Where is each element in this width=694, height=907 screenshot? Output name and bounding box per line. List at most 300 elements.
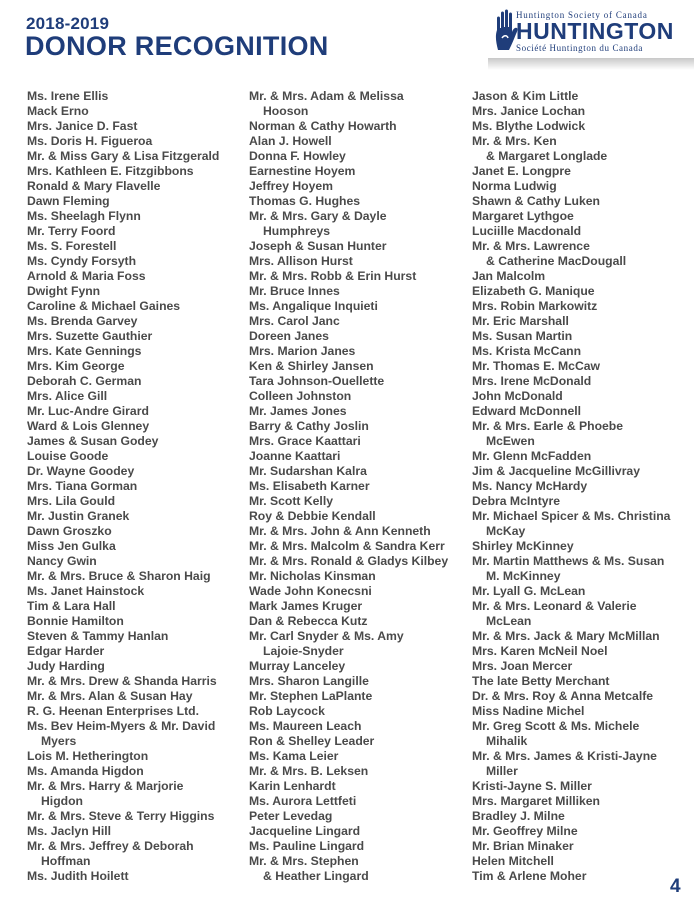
donor-name: Doreen Janes: [249, 329, 329, 343]
donor-name: Mrs. Carol Janc: [249, 314, 340, 328]
donor-entry: [472, 404, 694, 419]
donor-name-continuation: Hoffman: [41, 854, 91, 868]
donor-entry: [472, 644, 694, 659]
donor-name: Ms. Angalique Inquieti: [249, 299, 378, 313]
donor-entry: [472, 464, 694, 479]
donor-entry: [249, 164, 471, 179]
donor-entry: [249, 179, 471, 194]
donor-entry: [249, 299, 471, 314]
huntington-logo: [488, 8, 688, 66]
donor-name: Ms. Aurora Lettfeti: [249, 794, 357, 808]
donor-name: Lois M. Hetherington: [27, 749, 149, 763]
donor-name: Debra McIntyre: [472, 494, 561, 508]
donor-name: Shirley McKinney: [472, 539, 574, 553]
donor-entry: [249, 359, 471, 374]
donor-entry: [27, 764, 249, 779]
donor-entry: [472, 269, 694, 284]
donor-name: Mr. Lyall G. McLean: [472, 584, 586, 598]
donor-entry: [27, 344, 249, 359]
donor-name: Mr. & Mrs. Gary & Dayle: [249, 209, 387, 223]
donor-name: Jan Malcolm: [472, 269, 546, 283]
donor-entry: [27, 659, 249, 674]
page-title: DONOR RECOGNITION: [25, 31, 329, 61]
donor-name: R. G. Heenan Enterprises Ltd.: [27, 704, 200, 718]
donor-entry: [27, 689, 249, 704]
donor-entry: [472, 374, 694, 389]
donor-name: Jeffrey Hoyem: [249, 179, 333, 193]
donor-name: Mrs. Joan Mercer: [472, 659, 573, 673]
donor-entry: [472, 779, 694, 794]
donor-name: Tim & Lara Hall: [27, 599, 116, 613]
donor-entry: [27, 674, 249, 689]
donor-name: Mr. Greg Scott & Ms. Michele: [472, 719, 640, 733]
donor-name-continuation: Higdon: [41, 794, 83, 808]
donor-entry: [249, 239, 471, 254]
donor-name: Jim & Jacqueline McGillivray: [472, 464, 640, 478]
donor-entry: [472, 854, 694, 869]
donor-entry: [472, 224, 694, 239]
donor-name-continuation: Myers: [41, 734, 77, 748]
donor-name: Mrs. Karen McNeil Noel: [472, 644, 608, 658]
donor-entry: [27, 359, 249, 374]
donor-name: Ken & Shirley Jansen: [249, 359, 374, 373]
donor-name: Shawn & Cathy Luken: [472, 194, 600, 208]
donor-entry: [27, 569, 249, 584]
donor-entry: [472, 479, 694, 494]
donor-name-continuation: Hooson: [263, 104, 309, 118]
donor-entry: [472, 689, 694, 704]
donor-name: Mack Erno: [27, 104, 89, 118]
donor-name: Rob Laycock: [249, 704, 325, 718]
donor-entry: [472, 119, 694, 134]
donor-entry: [249, 404, 471, 419]
donor-name: Bonnie Hamilton: [27, 614, 124, 628]
donor-entry: [27, 89, 249, 104]
donor-entry: [27, 104, 249, 119]
donor-name: Judy Harding: [27, 659, 105, 673]
donor-name: Murray Lanceley: [249, 659, 346, 673]
donor-name: Ms. Cyndy Forsyth: [27, 254, 137, 268]
donor-name: Ms. Elisabeth Karner: [249, 479, 370, 493]
donor-name: Ronald & Mary Flavelle: [27, 179, 161, 193]
donor-name: Ms. Judith Hoilett: [27, 869, 129, 883]
donor-name: Ms. Bev Heim-Myers & Mr. David: [27, 719, 216, 733]
donor-name: Ms. Blythe Lodwick: [472, 119, 586, 133]
donor-entry: [472, 509, 694, 539]
donor-name: Mrs. Tiana Gorman: [27, 479, 138, 493]
donor-name: Bradley J. Milne: [472, 809, 565, 823]
donor-name: Mr. & Mrs. Malcolm & Sandra Kerr: [249, 539, 445, 553]
donor-name: Dr. & Mrs. Roy & Anna Metcalfe: [472, 689, 654, 703]
donor-name: Ms. Brenda Garvey: [27, 314, 138, 328]
donor-entry: [249, 734, 471, 749]
donor-name: Dwight Fynn: [27, 284, 101, 298]
donor-name: Mr. & Mrs. Ken: [472, 134, 557, 148]
donor-entry: [27, 299, 249, 314]
donor-name: Mr. Carl Snyder & Ms. Amy: [249, 629, 404, 643]
donor-name: Ms. Maureen Leach: [249, 719, 362, 733]
donor-name: Louise Goode: [27, 449, 109, 463]
donor-entry: [472, 584, 694, 599]
donor-entry: [249, 329, 471, 344]
donor-entry: [472, 749, 694, 779]
donor-name-continuation: Miller: [486, 764, 518, 778]
donor-name: Mr. & Mrs. Jack & Mary McMillan: [472, 629, 660, 643]
donor-name: Helen Mitchell: [472, 854, 554, 868]
donor-entry: [27, 149, 249, 164]
logo-brand-name: HUNTINGTON: [516, 18, 674, 44]
donor-name: Mrs. Grace Kaattari: [249, 434, 361, 448]
donor-entry: [27, 524, 249, 539]
donor-entry: [249, 269, 471, 284]
donor-name: Dan & Rebecca Kutz: [249, 614, 368, 628]
donor-name: Wade John Konecsni: [249, 584, 372, 598]
donor-entry: [249, 749, 471, 764]
donor-entry: [249, 449, 471, 464]
donor-entry: [27, 179, 249, 194]
donor-name: Mr. & Mrs. Leonard & Valerie: [472, 599, 637, 613]
donor-name-continuation: Mihalik: [486, 734, 528, 748]
donor-name: Jacqueline Lingard: [249, 824, 361, 838]
donor-name: Mr. Eric Marshall: [472, 314, 569, 328]
donor-name: Thomas G. Hughes: [249, 194, 361, 208]
donor-entry: [27, 119, 249, 134]
donor-name: Ward & Lois Glenney: [27, 419, 150, 433]
donor-name: Luciille Macdonald: [472, 224, 582, 238]
donor-name: Mr. Brian Minaker: [472, 839, 574, 853]
donor-name: Dawn Groszko: [27, 524, 112, 538]
donor-entry: [27, 269, 249, 284]
donor-entry: [27, 509, 249, 524]
donor-name: Mr. & Mrs. Steve & Terry Higgins: [27, 809, 215, 823]
donor-entry: [27, 374, 249, 389]
donor-entry: [249, 344, 471, 359]
donor-entry: [27, 254, 249, 269]
donor-entry: [27, 464, 249, 479]
donor-name: Peter Levedag: [249, 809, 333, 823]
donor-name: Arnold & Maria Foss: [27, 269, 146, 283]
donor-name: Mr. Scott Kelly: [249, 494, 333, 508]
donor-name: Mr. & Mrs. James & Kristi-Jayne: [472, 749, 657, 763]
donor-entry: [27, 479, 249, 494]
donor-entry: [249, 539, 471, 554]
donor-entry: [27, 539, 249, 554]
donor-entry: [249, 689, 471, 704]
donor-entry: [249, 194, 471, 209]
donor-name: Deborah C. German: [27, 374, 142, 388]
donor-name: Mrs. Lila Gould: [27, 494, 116, 508]
donor-name: Mr. & Mrs. Harry & Marjorie: [27, 779, 184, 793]
donor-name: Ms. Sheelagh Flynn: [27, 209, 141, 223]
donor-name: Mrs. Kathleen E. Fitzgibbons: [27, 164, 194, 178]
donor-name: Mrs. Alice Gill: [27, 389, 108, 403]
donor-entry: [472, 809, 694, 824]
donor-name-continuation: McEwen: [486, 434, 535, 448]
donor-name: Mrs. Kate Gennings: [27, 344, 142, 358]
donor-name-continuation: Humphreys: [263, 224, 331, 238]
donor-name: Elizabeth G. Manique: [472, 284, 595, 298]
donor-name: Donna F. Howley: [249, 149, 346, 163]
donor-entry: [249, 659, 471, 674]
donor-entry: [249, 479, 471, 494]
donor-entry: [249, 434, 471, 449]
donor-entry: [27, 419, 249, 434]
donor-name: Mr. & Mrs. Drew & Shanda Harris: [27, 674, 217, 688]
donor-name-continuation: McLean: [486, 614, 532, 628]
donor-entry: [249, 419, 471, 434]
donor-name: Tara Johnson-Ouellette: [249, 374, 385, 388]
donor-column-1: [27, 89, 249, 884]
donor-entry: [472, 419, 694, 449]
donor-entry: [27, 599, 249, 614]
donor-entry: [472, 869, 694, 884]
donor-name: Mr. & Mrs. Stephen: [249, 854, 359, 868]
donor-entry: [249, 494, 471, 509]
donor-entry: [27, 449, 249, 464]
donor-entry: [27, 629, 249, 644]
donor-entry: [249, 569, 471, 584]
header-year: 2018-2019: [26, 14, 110, 33]
donor-entry: [249, 374, 471, 389]
donor-entry: [249, 464, 471, 479]
donor-entry: [472, 674, 694, 689]
donor-name: Miss Jen Gulka: [27, 539, 116, 553]
donor-name: Joseph & Susan Hunter: [249, 239, 387, 253]
donor-entry: [27, 404, 249, 419]
donor-entry: [472, 239, 694, 269]
donor-entry: [249, 779, 471, 794]
donor-name: Mr. & Mrs. Robb & Erin Hurst: [249, 269, 417, 283]
donor-name: Dawn Fleming: [27, 194, 110, 208]
donor-name: Mrs. Allison Hurst: [249, 254, 353, 268]
donor-entry: [27, 644, 249, 659]
donor-entry: [249, 389, 471, 404]
donor-entry: [472, 449, 694, 464]
donor-name: Ms. Susan Martin: [472, 329, 573, 343]
donor-name: Tim & Arlene Moher: [472, 869, 587, 883]
donor-entry: [249, 134, 471, 149]
donor-name-continuation: McKay: [486, 524, 526, 538]
donor-name: Mr. & Mrs. Jeffrey & Deborah: [27, 839, 194, 853]
donor-name: Ms. Pauline Lingard: [249, 839, 365, 853]
donor-entry: [27, 284, 249, 299]
donor-entry: [472, 314, 694, 329]
donor-name: Dr. Wayne Goodey: [27, 464, 135, 478]
donor-column-3: [472, 89, 694, 884]
donor-name-continuation: M. McKinney: [486, 569, 561, 583]
donor-name: The late Betty Merchant: [472, 674, 610, 688]
donor-name: Mr. Luc-Andre Girard: [27, 404, 149, 418]
donor-entry: [27, 584, 249, 599]
donor-entry: [27, 224, 249, 239]
donor-entry: [27, 164, 249, 179]
donor-name-continuation: Lajoie-Snyder: [263, 644, 344, 658]
donor-name: Mr. & Mrs. Adam & Melissa: [249, 89, 404, 103]
donor-entry: [472, 629, 694, 644]
donor-entry: [27, 389, 249, 404]
donor-entry: [27, 554, 249, 569]
donor-entry: [27, 869, 249, 884]
donor-entry: [249, 854, 471, 884]
donor-name: Mr. James Jones: [249, 404, 347, 418]
donor-name: Mr. Michael Spicer & Ms. Christina: [472, 509, 671, 523]
donor-column-2: [249, 89, 471, 884]
donor-name: Colleen Johnston: [249, 389, 352, 403]
donor-name: Mr. & Mrs. Lawrence: [472, 239, 590, 253]
page-number: 4: [670, 876, 681, 897]
donor-name: Norman & Cathy Howarth: [249, 119, 397, 133]
donor-name-continuation: & Catherine MacDougall: [486, 254, 627, 268]
donor-entry: [27, 494, 249, 509]
donor-name: Mr. & Mrs. Alan & Susan Hay: [27, 689, 193, 703]
donor-entry: [27, 719, 249, 749]
donor-entry: [249, 839, 471, 854]
donor-entry: [27, 749, 249, 764]
donor-entry: [472, 359, 694, 374]
donor-entry: [249, 809, 471, 824]
donor-name: Mrs. Irene McDonald: [472, 374, 592, 388]
donor-entry: [249, 674, 471, 689]
logo-society-french: Société Huntington du Canada: [516, 43, 644, 53]
donor-name: Earnestine Hoyem: [249, 164, 356, 178]
donor-entry: [27, 839, 249, 869]
donor-entry: [249, 629, 471, 659]
logo-society-english: Huntington Society of Canada: [516, 10, 648, 20]
donor-name: Ron & Shelley Leader: [249, 734, 375, 748]
donor-entry: [249, 584, 471, 599]
donor-entry: [472, 134, 694, 164]
donor-entry: [472, 824, 694, 839]
donor-entry: [27, 194, 249, 209]
donor-entry: [249, 149, 471, 164]
donor-entry: [27, 614, 249, 629]
donor-name: Mr. & Mrs. Bruce & Sharon Haig: [27, 569, 211, 583]
donor-entry: [472, 104, 694, 119]
donor-entry: [472, 164, 694, 179]
donor-entry: [27, 239, 249, 254]
donor-entry: [249, 314, 471, 329]
donor-entry: [249, 89, 471, 119]
donor-entry: [472, 794, 694, 809]
donor-name: Kristi-Jayne S. Miller: [472, 779, 592, 793]
donor-entry: [27, 779, 249, 809]
donor-entry: [472, 719, 694, 749]
donor-entry: [249, 614, 471, 629]
donor-entry: [472, 89, 694, 104]
donor-name: Norma Ludwig: [472, 179, 557, 193]
donor-name: Mark James Kruger: [249, 599, 363, 613]
donor-entry: [27, 704, 249, 719]
donor-entry: [472, 839, 694, 854]
donor-name: James & Susan Godey: [27, 434, 159, 448]
donor-entry: [27, 824, 249, 839]
donor-name: Ms. S. Forestell: [27, 239, 117, 253]
donor-name: Ms. Doris H. Figueroa: [27, 134, 153, 148]
donor-entry: [472, 494, 694, 509]
donor-name: Mr. Justin Granek: [27, 509, 130, 523]
donor-name: Mr. & Mrs. John & Ann Kenneth: [249, 524, 431, 538]
donor-name: Barry & Cathy Joslin: [249, 419, 369, 433]
donor-entry: [249, 119, 471, 134]
donor-name: Mr. Glenn McFadden: [472, 449, 592, 463]
donor-name: Mr. Terry Foord: [27, 224, 116, 238]
donor-entry: [249, 524, 471, 539]
donor-name: Mrs. Marion Janes: [249, 344, 356, 358]
donor-name: Mr. & Miss Gary & Lisa Fitzgerald: [27, 149, 220, 163]
donor-name: Caroline & Michael Gaines: [27, 299, 181, 313]
donor-name-continuation: & Heather Lingard: [263, 869, 369, 883]
logo-shadow-bar: [488, 58, 694, 70]
donor-entry: [472, 299, 694, 314]
donor-entry: [472, 659, 694, 674]
donor-entry: [249, 824, 471, 839]
donor-entry: [249, 719, 471, 734]
donor-entry: [249, 554, 471, 569]
donor-entry: [249, 794, 471, 809]
donor-name: Ms. Jaclyn Hill: [27, 824, 111, 838]
donor-entry: [472, 194, 694, 209]
donor-entry: [249, 284, 471, 299]
donor-name: John McDonald: [472, 389, 563, 403]
donor-name: Mr. Thomas E. McCaw: [472, 359, 600, 373]
donor-name: Edgar Harder: [27, 644, 105, 658]
donor-name: Ms. Irene Ellis: [27, 89, 109, 103]
donor-name: Mr. Bruce Innes: [249, 284, 340, 298]
donor-entry: [472, 179, 694, 194]
donor-name-continuation: & Margaret Longlade: [486, 149, 608, 163]
donor-name: Mr. Martin Matthews & Ms. Susan: [472, 554, 665, 568]
donor-entry: [472, 209, 694, 224]
donor-entry: [472, 284, 694, 299]
donor-entry: [249, 509, 471, 524]
donor-name: Jason & Kim Little: [472, 89, 579, 103]
donor-entry: [27, 434, 249, 449]
donor-name: Alan J. Howell: [249, 134, 332, 148]
donor-name: Ms. Kama Leier: [249, 749, 339, 763]
donor-name: Miss Nadine Michel: [472, 704, 585, 718]
donor-entry: [472, 599, 694, 629]
donor-name: Mrs. Janice D. Fast: [27, 119, 138, 133]
donor-name: Mr. Stephen LaPlante: [249, 689, 373, 703]
donor-name: Mr. & Mrs. Ronald & Gladys Kilbey: [249, 554, 449, 568]
donor-entry: [27, 134, 249, 149]
donor-entry: [249, 764, 471, 779]
donor-name: Mr. Nicholas Kinsman: [249, 569, 376, 583]
donor-name: Mr. & Mrs. B. Leksen: [249, 764, 369, 778]
donor-name: Mrs. Suzette Gauthier: [27, 329, 153, 343]
donor-entry: [472, 329, 694, 344]
donor-name: Ms. Nancy McHardy: [472, 479, 588, 493]
donor-name: Joanne Kaattari: [249, 449, 341, 463]
donor-entry: [472, 539, 694, 554]
donor-entry: [472, 344, 694, 359]
donor-name: Janet E. Longpre: [472, 164, 571, 178]
donor-entry: [472, 389, 694, 404]
donor-name: Roy & Debbie Kendall: [249, 509, 376, 523]
donor-name: Nancy Gwin: [27, 554, 97, 568]
donor-entry: [27, 209, 249, 224]
donor-name: Mrs. Margaret Milliken: [472, 794, 601, 808]
donor-name: Karin Lenhardt: [249, 779, 336, 793]
donor-name: Ms. Krista McCann: [472, 344, 582, 358]
donor-name: Mrs. Kim George: [27, 359, 125, 373]
donor-name: Edward McDonnell: [472, 404, 582, 418]
donor-name: Margaret Lythgoe: [472, 209, 574, 223]
donor-entry: [249, 599, 471, 614]
donor-entry: [27, 809, 249, 824]
donor-entry: [249, 704, 471, 719]
donor-entry: [27, 329, 249, 344]
